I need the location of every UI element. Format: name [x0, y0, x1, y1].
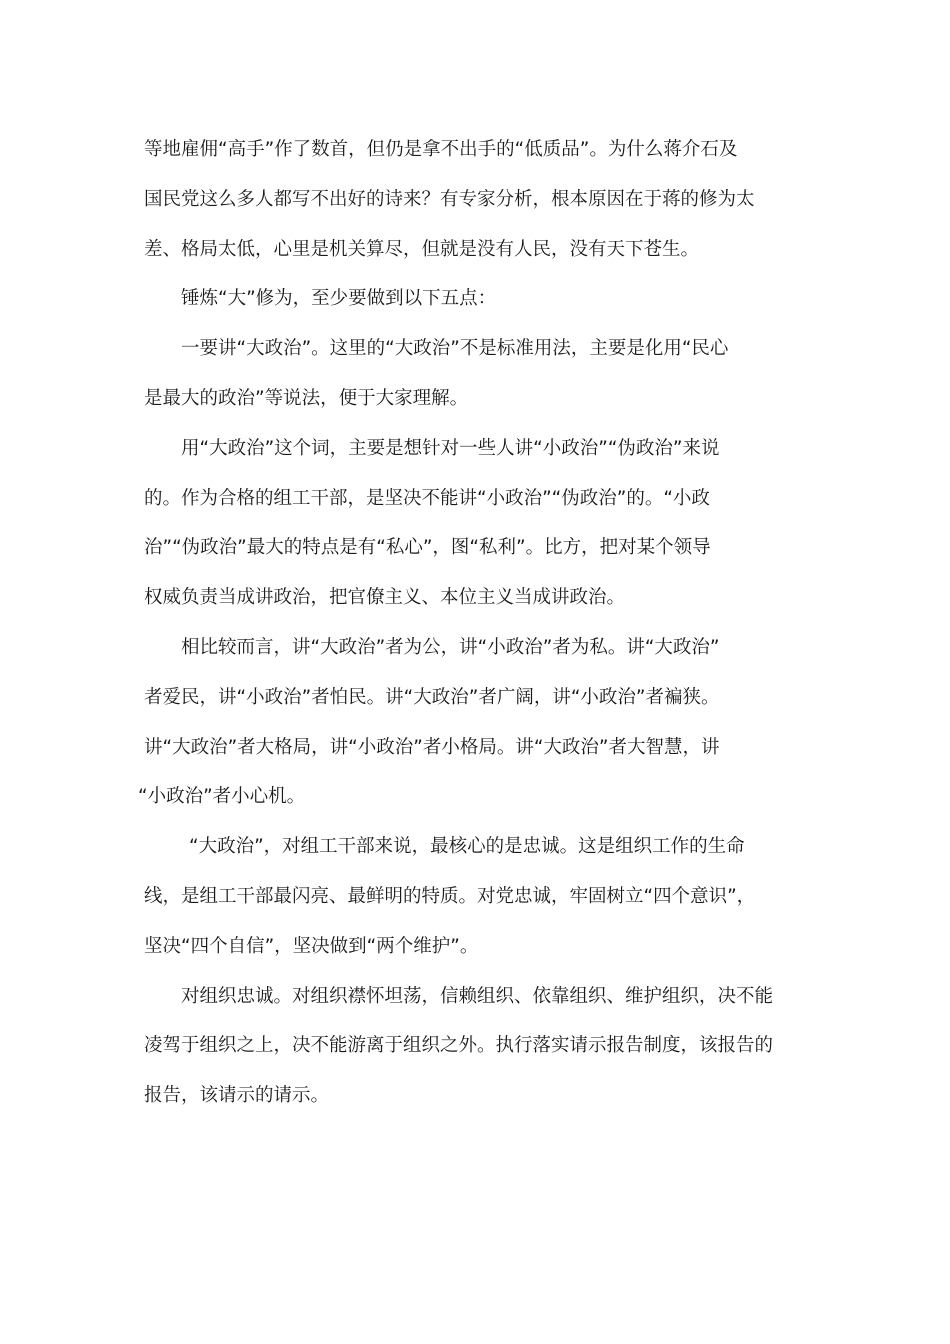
- text-line: 权威负责当成讲政治，把官僚主义、本位主义当成讲政治。: [144, 587, 626, 609]
- text-line: 线，是组工干部最闪亮、最鲜明的特质。对党忠诚，牢固树立“四个意识”，: [144, 885, 756, 907]
- text-line: 一要讲“大政治”。这里的“大政治”不是标准用法，主要是化用“民心: [181, 338, 729, 360]
- text-line: 锤炼“大”修为，至少要做到以下五点：: [181, 288, 497, 310]
- document-body: [138, 125, 800, 1121]
- text-line: “大政治”，对组工干部来说，最核心的是忠诚。这是组织工作的生命: [189, 836, 745, 858]
- text-line: 者爱民，讲“小政治”者怕民。讲“大政治”者广阔，讲“小政治”者褊狭。: [144, 686, 720, 708]
- paragraph-7: [144, 972, 800, 1121]
- text-line: 是最大的政治”等说法，便于大家理解。: [144, 387, 469, 409]
- paragraph-2: [144, 274, 800, 324]
- paragraph-3: [144, 324, 800, 424]
- text-line: 差、格局太低，心里是机关算尽，但就是没有人民，没有天下苍生。: [144, 238, 700, 260]
- text-line: 用“大政治”这个词，主要是想针对一些人讲“小政治”“伪政治”来说: [181, 437, 720, 459]
- text-line: 坚决“四个自信”，坚决做到“两个维护”。: [144, 935, 479, 957]
- text-line: 讲“大政治”者大格局，讲“小政治”者小格局。讲“大政治”者大智慧，讲: [144, 736, 720, 758]
- paragraph-6: [144, 822, 800, 971]
- text-line: 凌驾于组织之上，决不能游离于组织之外。执行落实请示报告制度，该报告的: [144, 1035, 774, 1057]
- text-line: 相比较而言，讲“大政治”者为公，讲“小政治”者为私。讲“大政治”: [181, 636, 720, 658]
- text-line: 报告，该请示的请示。: [144, 1085, 330, 1107]
- text-line: 等地雇佣“高手”作了数首，但仍是拿不出手的“低质品”。为什么蒋介石及: [144, 139, 738, 160]
- paragraph-1: [144, 125, 800, 274]
- text-line: 对组织忠诚。对组织襟怀坦荡，信赖组织、依靠组织、维护组织，决不能: [181, 985, 774, 1007]
- text-line: 国民党这么多人都写不出好的诗来？有专家分析，根本原因在于蒋的修为太: [144, 188, 755, 210]
- text-line: 的。作为合格的组工干部，是坚决不能讲“小政治”“伪政治”的。“小政: [144, 487, 710, 509]
- text-line: 治”“伪政治”最大的特点是有“私心”，图“私利”。比方，把对某个领导: [144, 537, 711, 559]
- text-line: “小政治”者小心机。: [138, 786, 306, 808]
- paragraph-5: [138, 623, 800, 822]
- paragraph-4: [144, 424, 800, 623]
